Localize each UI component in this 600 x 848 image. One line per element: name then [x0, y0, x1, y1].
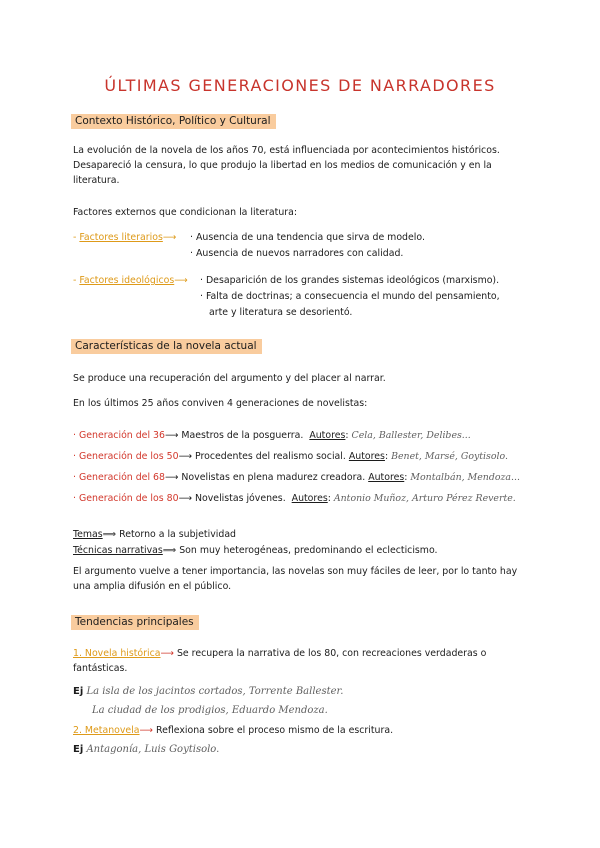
section-heading-caracteristicas: Características de la novela actual	[71, 339, 262, 354]
factores-ideologicos-label: Factores ideológicos	[79, 275, 175, 286]
generacion-label: Generación de los 50	[78, 451, 179, 462]
arrow-icon: ⟶	[139, 725, 153, 736]
autores-list: Antonio Muñoz, Arturo Pérez Reverte.	[333, 493, 516, 504]
autores-list: Cela, Ballester, Delibes...	[351, 430, 471, 441]
literarios-item: · Ausencia de una tendencia que sirva de modelo.	[190, 232, 425, 243]
arrow-icon: ⟶	[164, 472, 179, 483]
tecnicas-label: Técnicas narrativas	[73, 545, 163, 556]
temas-label: Temas	[73, 529, 103, 540]
ejemplo-row: La ciudad de los prodigios, Eduardo Mendoza.	[92, 705, 328, 716]
section-heading-contexto: Contexto Histórico, Político y Cultural	[71, 114, 276, 129]
tendencia-1: 1. Novela histórica⟶ Se recupera la narrativa de los 80, con recreaciones verdaderas o fantásticas.	[73, 648, 487, 674]
temas-row: Temas⟹ Retorno a la subjetividad	[73, 529, 237, 540]
arrow-icon: ⟶	[160, 648, 174, 659]
generacion-label: Generación del 68	[78, 472, 165, 483]
page-title: ÚLTIMAS GENERACIONES DE NARRADORES	[104, 76, 496, 95]
ejemplo-row: Ej La isla de los jacintos cortados, Torrente Ballester.	[73, 686, 344, 697]
generacion-label: Generación del 36	[78, 430, 165, 441]
arrow-icon: ⟶	[162, 232, 177, 243]
ej-label: Ej	[73, 744, 84, 755]
generacion-row: · Generación del 68⟶ Novelistas en plena madurez creadora. Autores: Montalbán, Mendoza...	[73, 472, 520, 483]
autores-list: Montalbán, Mendoza...	[410, 472, 520, 483]
factores-intro: Factores externos que condicionan la literatura:	[73, 207, 298, 218]
arrow-icon: ⟶	[164, 430, 179, 441]
ej-label: Ej	[73, 686, 84, 697]
literarios-item: · Ausencia de nuevos narradores con calidad.	[190, 248, 404, 259]
generacion-label: Generación de los 80	[78, 493, 179, 504]
ejemplo-row: Ej Antagonía, Luis Goytisolo.	[73, 744, 220, 755]
arrow-icon: ⟶	[178, 493, 193, 504]
contexto-paragraph: La evolución de la novela de los años 70, está influenciada por acontecimientos históricos. Desapareció la censura, lo que produjo la libertad en los medios de comunicación y en la literatura.	[73, 145, 500, 186]
tendencia-label: 2. Metanovela	[73, 725, 140, 736]
tendencia-2: 2. Metanovela⟶ Reflexiona sobre el proceso mismo de la escritura.	[73, 725, 394, 736]
tecnicas-row: Técnicas narrativas⟹ Son muy heterogéneas, predominando el eclecticismo.	[73, 545, 438, 556]
factores-literarios-label: Factores literarios	[79, 232, 163, 243]
factores-literarios-row: - Factores literarios⟶	[73, 232, 177, 243]
tendencia-label: 1. Novela histórica	[73, 648, 161, 659]
factores-ideologicos-row: - Factores ideológicos⟶	[73, 275, 188, 286]
double-arrow-icon: ⟹	[102, 529, 117, 540]
ideologicos-item: · Desaparición de los grandes sistemas ideológicos (marxismo).	[200, 275, 500, 286]
generacion-row: · Generación de los 50⟶ Procedentes del realismo social. Autores: Benet, Marsé, Goytisolo.	[73, 451, 508, 462]
ideologicos-item: arte y literatura se desorientó.	[209, 307, 353, 318]
generacion-row: · Generación del 36⟶ Maestros de la posguerra. Autores: Cela, Ballester, Delibes...	[73, 430, 471, 441]
arrow-icon: ⟶	[178, 451, 193, 462]
caracteristicas-paragraph: Se produce una recuperación del argumento y del placer al narrar.	[73, 373, 386, 384]
ideologicos-item: · Falta de doctrinas; a consecuencia el mundo del pensamiento,	[200, 291, 500, 302]
double-arrow-icon: ⟹	[162, 545, 177, 556]
autores-list: Benet, Marsé, Goytisolo.	[391, 451, 508, 462]
section-heading-tendencias: Tendencias principales	[71, 615, 199, 630]
arrow-icon: ⟶	[174, 275, 188, 286]
generacion-row: · Generación de los 80⟶ Novelistas jóvenes. Autores: Antonio Muñoz, Arturo Pérez Reverte.	[73, 493, 516, 504]
caracteristicas-paragraph: En los últimos 25 años conviven 4 generaciones de novelistas:	[73, 398, 368, 409]
argumento-paragraph: El argumento vuelve a tener importancia, las novelas son muy fáciles de leer, por lo tanto hay una amplia difusión en el público.	[73, 566, 518, 592]
